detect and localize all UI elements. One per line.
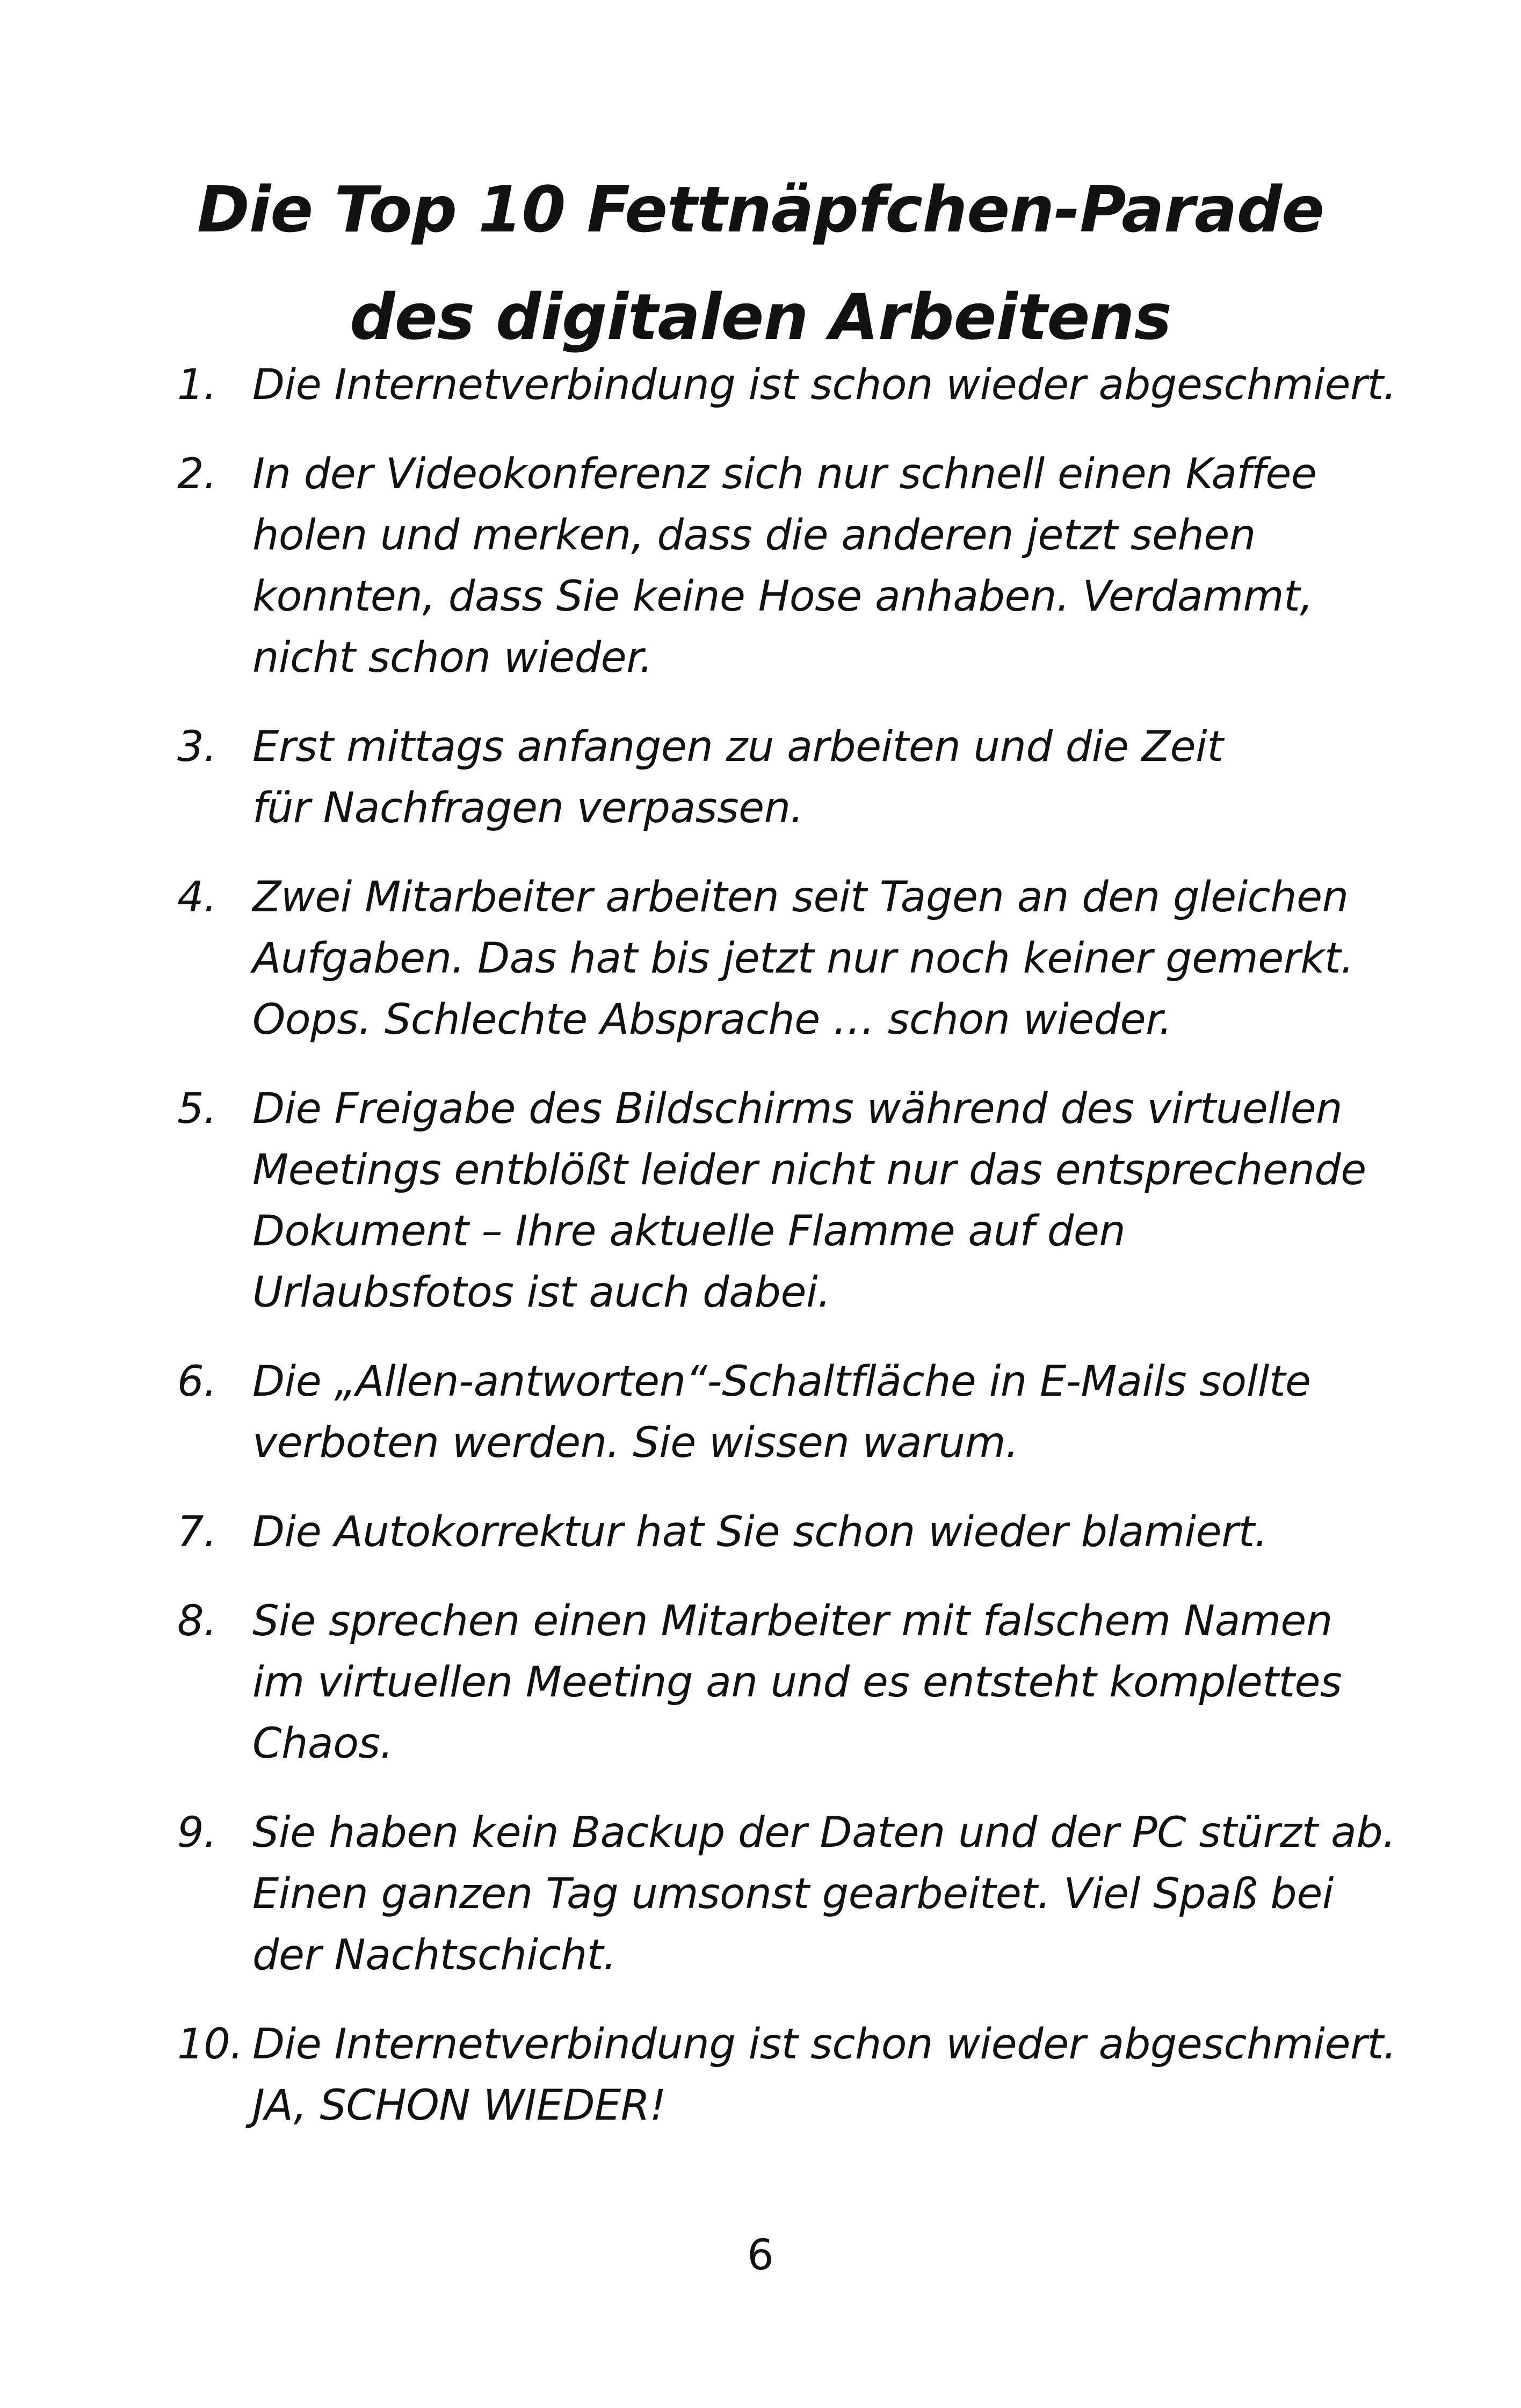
list-item xyxy=(177,444,1391,688)
list-item-text xyxy=(252,1802,1396,1986)
list-item-number: 5. xyxy=(177,1085,217,1133)
page-title-line-2: des digitalen Arbeitens xyxy=(350,280,1171,354)
list-item-line: nicht schon wieder. xyxy=(252,634,653,682)
list-item-text xyxy=(252,354,1396,416)
list-item-text xyxy=(252,444,1391,688)
list-item-line: im virtuellen Meeting an und es entsteht komplettes xyxy=(252,1658,1342,1707)
list-item-line: Einen ganzen Tag umsonst gearbeitet. Viel Spaß bei xyxy=(252,1870,1334,1918)
list-item-line: Die Internetverbindung ist schon wieder abgeschmiert. xyxy=(252,361,1396,409)
list-item-line: holen und merken, dass die anderen jetzt sehen xyxy=(252,511,1256,560)
list-item xyxy=(177,1591,1391,1774)
list-item-line: Die „Allen-antworten“-Schaltfläche in E-Mails sollte xyxy=(252,1358,1311,1406)
list-item-line: konnten, dass Sie keine Hose anhaben. Verdammt, xyxy=(252,572,1313,621)
list-item xyxy=(177,1502,1391,1563)
list-item-number: 3. xyxy=(177,723,217,771)
list-item xyxy=(177,1351,1391,1474)
list-item-line: Die Internetverbindung ist schon wieder abgeschmiert. xyxy=(252,2020,1396,2069)
list-item-line: verboten werden. Sie wissen warum. xyxy=(252,1419,1019,1467)
list-item-line: Die Freigabe des Bildschirms während des virtuellen xyxy=(252,1085,1343,1133)
list-item-line: Chaos. xyxy=(252,1720,393,1768)
list-item-number: 2. xyxy=(177,450,217,498)
list-item-line: Zwei Mitarbeiter arbeiten seit Tagen an den gleichen xyxy=(252,873,1349,922)
list-item-number: 7. xyxy=(177,1508,217,1556)
list-item xyxy=(177,1078,1391,1323)
list-item-line: Erst mittags anfangen zu arbeiten und die Zeit xyxy=(252,723,1223,771)
list-item-line: Sie sprechen einen Mitarbeiter mit falschem Namen xyxy=(252,1597,1332,1645)
list-item-number: 8. xyxy=(177,1597,217,1645)
list-item-text xyxy=(252,1591,1391,1774)
list-item xyxy=(177,354,1396,416)
list-item-line: für Nachfragen verpassen. xyxy=(252,784,803,832)
list-item-number: 6. xyxy=(177,1358,217,1406)
list-item-line: Urlaubsfotos ist auch dabei. xyxy=(252,1268,831,1317)
list-item-text xyxy=(252,1078,1391,1323)
list-item-number: 10. xyxy=(177,2020,243,2069)
list-item-text xyxy=(252,2014,1396,2136)
list-item-line: JA, SCHON WIEDER! xyxy=(252,2081,667,2130)
list-item-text xyxy=(252,867,1391,1050)
list-item-line: Dokument – Ihre aktuelle Flamme auf den xyxy=(252,1207,1126,1256)
list-item-line: Sie haben kein Backup der Daten und der PC stürzt ab. xyxy=(252,1809,1396,1857)
list-item-line: In der Videokonferenz sich nur schnell einen Kaffee xyxy=(252,450,1317,498)
numbered-list xyxy=(177,354,1396,2164)
list-item-line: Die Autokorrektur hat Sie schon wieder blamiert. xyxy=(252,1508,1268,1556)
list-item-text xyxy=(252,1351,1391,1474)
list-item-line: Meetings entblößt leider nicht nur das entsprechende xyxy=(252,1146,1366,1194)
list-item-text xyxy=(252,1502,1391,1563)
list-item-line: Aufgaben. Das hat bis jetzt nur noch keiner gemerkt. xyxy=(252,934,1354,983)
list-item-number: 1. xyxy=(177,361,217,409)
list-item xyxy=(177,2014,1396,2136)
list-item-line: Oops. Schlechte Absprache … schon wieder. xyxy=(252,996,1172,1044)
page-title xyxy=(0,156,1521,371)
list-item xyxy=(177,1802,1396,1986)
page-title-line-1: Die Top 10 Fettnäpfchen-Parade xyxy=(197,172,1324,246)
list-item-text xyxy=(252,716,1391,839)
list-item-number: 4. xyxy=(177,873,217,922)
page-number: 6 xyxy=(747,2231,774,2280)
list-item-number: 9. xyxy=(177,1809,217,1857)
list-item-line: der Nachtschicht. xyxy=(252,1931,617,1979)
list-item xyxy=(177,867,1391,1050)
list-item xyxy=(177,716,1391,839)
